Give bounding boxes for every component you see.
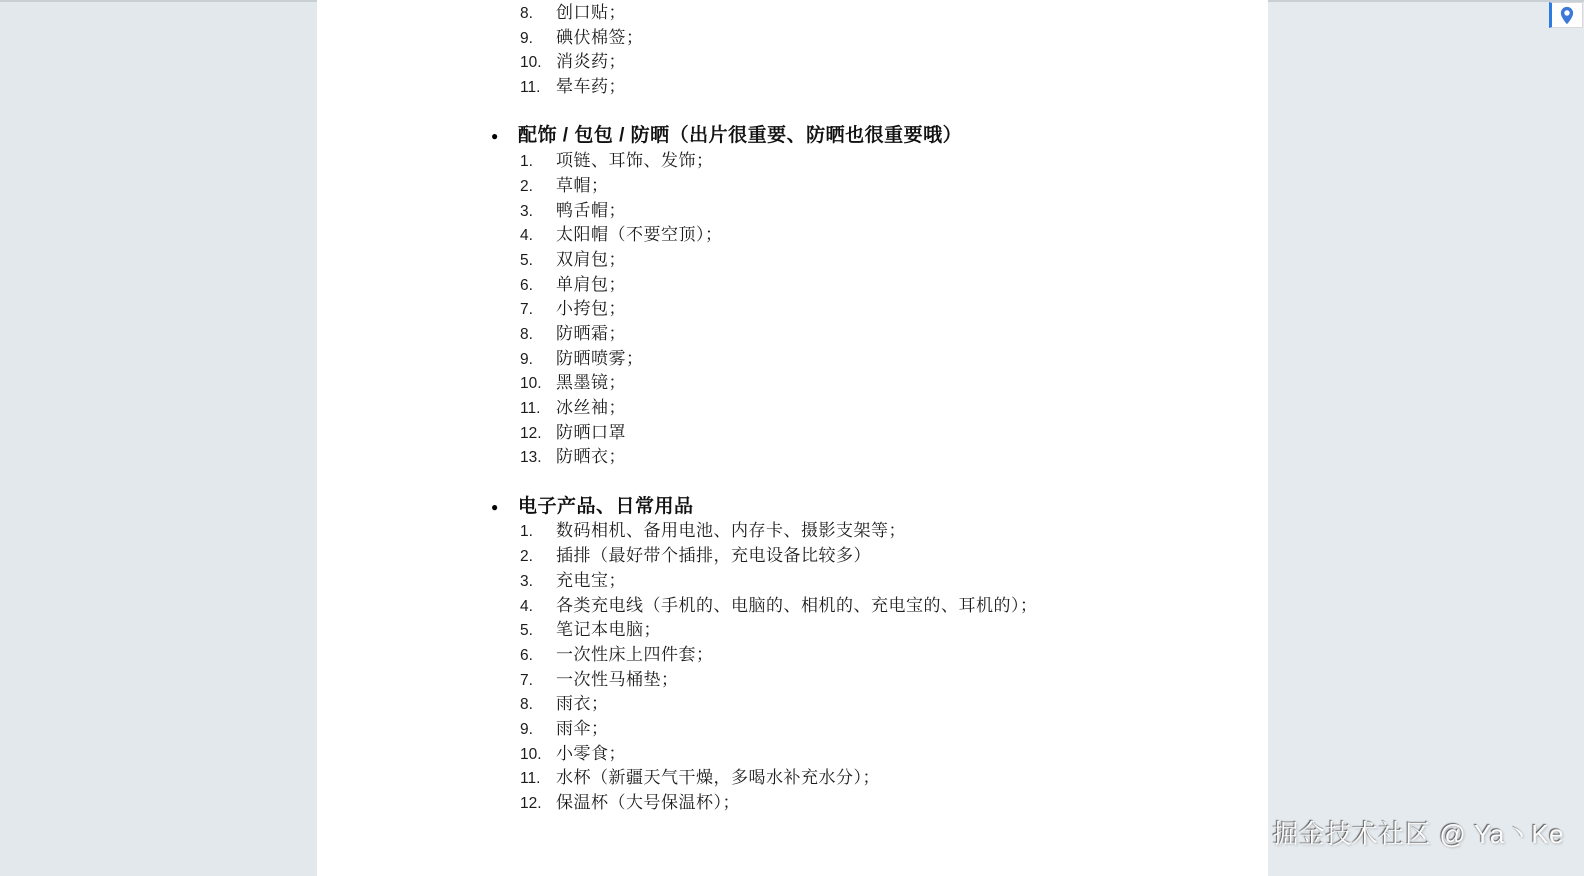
list-item-text: 小挎包； — [556, 299, 626, 319]
list-item — [317, 519, 1268, 544]
list-item-number: 4. — [520, 597, 533, 615]
list-item-number: 6. — [520, 276, 533, 294]
list-item-number: 9. — [520, 29, 533, 47]
list-item-text: 项链、耳饰、发饰； — [556, 151, 714, 171]
list-item-number: 5. — [520, 622, 533, 640]
location-pin-widget[interactable] — [1549, 2, 1583, 28]
list-item-text: 消炎药； — [556, 52, 626, 72]
left-margin-panel — [0, 0, 317, 876]
location-pin-icon — [1559, 6, 1575, 25]
list-item-number: 8. — [520, 696, 533, 714]
bullet-icon: ● — [491, 499, 499, 514]
list-item-text: 一次性马桶垫； — [556, 669, 679, 689]
list-item-number: 2. — [520, 177, 533, 195]
list-item-number: 10. — [520, 745, 542, 763]
document-page[interactable] — [317, 0, 1268, 876]
list-item-text: 黑墨镜； — [556, 373, 626, 393]
list-item-text: 插排（最好带个插排，充电设备比较多） — [556, 546, 871, 566]
list-item — [317, 223, 1268, 248]
list-item-number: 6. — [520, 646, 533, 664]
section-heading-accessories — [317, 124, 1268, 149]
list-item — [317, 1, 1268, 26]
list-item-text: 一次性床上四件套； — [556, 644, 714, 664]
list-item — [317, 174, 1268, 199]
section-heading-text: 配饰 / 包包 / 防晒（出片很重要、防晒也很重要哦） — [518, 125, 963, 147]
list-item-text: 双肩包； — [556, 249, 626, 269]
list-item — [317, 149, 1268, 174]
list-item-text: 创口贴； — [556, 3, 626, 22]
list-electronics — [317, 519, 1268, 815]
list-item-number: 11. — [520, 770, 541, 788]
list-item-number: 13. — [520, 449, 542, 467]
list-item — [317, 766, 1268, 791]
list-item-number: 8. — [520, 5, 533, 22]
list-item-text: 防晒喷雾； — [556, 348, 644, 368]
list-item-text: 数码相机、备用电池、内存卡、摄影支架等； — [556, 521, 906, 541]
list-item-number: 2. — [520, 548, 533, 566]
list-item-number: 11. — [520, 400, 541, 417]
list-item-text: 晕车药； — [556, 77, 626, 97]
list-item-number: 10. — [520, 375, 542, 393]
list-item — [317, 322, 1268, 347]
list-item — [317, 618, 1268, 643]
list-item — [317, 717, 1268, 742]
list-item — [317, 396, 1268, 421]
list-item-text: 冰丝袖； — [556, 398, 626, 417]
list-item-number: 12. — [520, 795, 542, 812]
list-item-number: 4. — [520, 227, 533, 245]
document-content — [317, 0, 1268, 816]
list-item-number: 11. — [520, 79, 541, 97]
list-item-text: 防晒霜； — [556, 323, 626, 343]
list-item — [317, 248, 1268, 273]
list-item — [317, 273, 1268, 298]
list-item-text: 充电宝； — [556, 570, 626, 590]
section-electronics — [317, 495, 1268, 816]
section-accessories — [317, 124, 1268, 470]
list-item — [317, 50, 1268, 75]
list-item-number: 1. — [520, 153, 533, 171]
list-item — [317, 371, 1268, 396]
list-item — [317, 421, 1268, 446]
list-item — [317, 643, 1268, 668]
section-heading-electronics — [317, 495, 1268, 520]
list-item-text: 水杯（新疆天气干燥，多喝水补充水分）； — [556, 768, 880, 788]
list-item-text: 草帽； — [556, 175, 609, 195]
list-item-text: 防晒衣； — [556, 447, 626, 467]
list-item-number: 5. — [520, 251, 533, 269]
list-item-text: 保温杯（大号保温杯）； — [556, 793, 740, 812]
list-item-text: 单肩包； — [556, 274, 626, 294]
list-medicine-continuation — [317, 1, 1268, 100]
list-item-number: 9. — [520, 720, 533, 738]
list-item-number: 7. — [520, 301, 533, 319]
list-item-text: 小零食； — [556, 743, 626, 763]
list-item-text: 太阳帽（不要空顶）； — [556, 225, 723, 245]
list-accessories — [317, 149, 1268, 470]
list-item-text: 雨伞； — [556, 718, 609, 738]
list-item-number: 9. — [520, 350, 533, 368]
list-item-text: 雨衣； — [556, 694, 609, 714]
list-item-number: 10. — [520, 54, 542, 72]
watermark: 掘金技术社区 @ Ya丶Ke — [1272, 819, 1564, 849]
list-item-number: 3. — [520, 202, 533, 220]
list-item-text: 鸭舌帽； — [556, 200, 626, 220]
list-item — [317, 347, 1268, 372]
list-item — [317, 544, 1268, 569]
list-item — [317, 445, 1268, 470]
list-item — [317, 668, 1268, 693]
list-item-number: 3. — [520, 572, 533, 590]
list-item-text: 笔记本电脑； — [556, 620, 661, 640]
list-item-text: 碘伏棉签； — [556, 27, 644, 47]
list-item — [317, 692, 1268, 717]
list-item-text: 各类充电线（手机的、电脑的、相机的、充电宝的、耳机的）； — [556, 595, 1038, 615]
list-item — [317, 791, 1268, 816]
list-item — [317, 569, 1268, 594]
list-item — [317, 297, 1268, 322]
list-item — [317, 26, 1268, 51]
right-margin-panel — [1268, 0, 1584, 876]
list-item-number: 8. — [520, 325, 533, 343]
bullet-icon: ● — [491, 129, 499, 144]
section-heading-text: 电子产品、日常用品 — [518, 495, 694, 517]
list-item-number: 12. — [520, 424, 542, 442]
list-item — [317, 594, 1268, 619]
list-item — [317, 742, 1268, 767]
list-item-number: 7. — [520, 671, 533, 689]
list-item-text: 防晒口罩 — [556, 422, 626, 442]
list-item — [317, 199, 1268, 224]
list-item-number: 1. — [520, 523, 533, 541]
list-item — [317, 75, 1268, 100]
